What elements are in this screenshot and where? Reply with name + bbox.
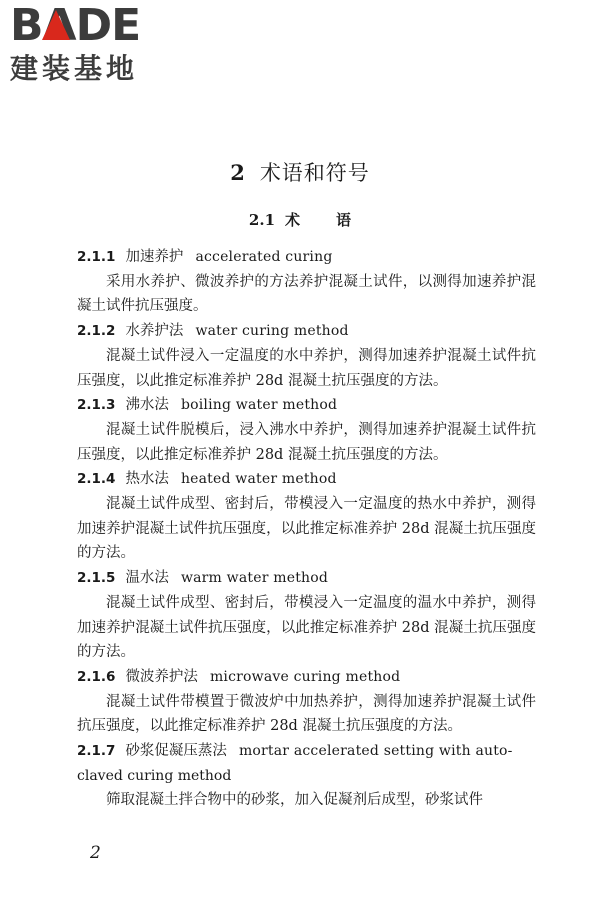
term-definition: 采用水养护、微波养护的方法养护混凝土试件，以测得加速养护混凝土试件抗压强度。: [77, 273, 536, 315]
chapter-number: 2: [230, 160, 246, 185]
bade-logo: [10, 0, 175, 88]
term-heading: [77, 467, 536, 492]
term-english: heated water method: [180, 471, 337, 488]
section-title-part-b: 语: [336, 211, 352, 229]
term-chinese: 水养护法: [125, 323, 184, 340]
term-definition: 筛取混凝土拌合物中的砂浆，加入促凝剂后成型，砂浆试件: [106, 792, 483, 809]
logo-wordmark: BADE: [10, 0, 141, 51]
term-chinese: 沸水法: [125, 397, 169, 414]
page-number: 2: [90, 843, 101, 863]
term-chinese: 热水法: [125, 471, 169, 488]
term-english: accelerated curing: [195, 249, 333, 265]
term-heading: [77, 566, 536, 591]
term-english: mortar accelerated setting with auto-: [238, 743, 513, 760]
section-title: [0, 209, 600, 230]
term-definition: 混凝土试件成型、密封后，带模浸入一定温度的温水中养护，测得加速养护混凝土试件抗压强度，以此推定标准养护 28d 混凝土抗压强度的方法。: [77, 594, 536, 661]
term-definition: 混凝土试件成型、密封后，带模浸入一定温度的热水中养护，测得加速养护混凝土试件抗压强度，以此推定标准养护 28d 混凝土抗压强度的方法。: [77, 496, 536, 562]
terms-content: [77, 245, 536, 813]
term-heading: [77, 393, 536, 418]
term-chinese: 微波养护法: [125, 668, 198, 685]
term-number: 2.1.1: [77, 249, 116, 265]
section-number: 2.1: [248, 211, 276, 229]
term-english: boiling water method: [180, 397, 338, 414]
term-english: water curing method: [195, 323, 349, 340]
term-heading: [77, 739, 536, 788]
term-english-continued: claved curing method: [77, 767, 232, 784]
term-heading: [77, 319, 536, 344]
term-definition: 混凝土试件带模置于微波炉中加热养护，测得加速养护混凝土试件抗压强度，以此推定标准养护 28d 混凝土抗压强度的方法。: [77, 693, 536, 735]
term-chinese: 砂浆促凝压蒸法: [125, 743, 227, 760]
term-heading: [77, 245, 536, 270]
term-number: 2.1.5: [77, 570, 116, 587]
term-definition: 混凝土试件脱模后，浸入沸水中养护，测得加速养护混凝土试件抗压强度，以此推定标准养护 28d 混凝土抗压强度的方法。: [77, 421, 536, 463]
chapter-title: [0, 157, 600, 187]
term-number: 2.1.2: [77, 323, 116, 340]
term-chinese: 温水法: [125, 570, 169, 587]
section-title-part-a: 术: [285, 211, 301, 229]
term-number: 2.1.6: [77, 668, 116, 685]
term-number: 2.1.3: [77, 397, 116, 414]
term-number: 2.1.7: [77, 743, 116, 760]
term-definition: 混凝土试件浸入一定温度的水中养护，测得加速养护混凝土试件抗压强度，以此推定标准养护 28d 混凝土抗压强度的方法。: [77, 347, 536, 389]
logo-triangle-icon: [42, 10, 70, 40]
chapter-title-text: 术语和符号: [259, 161, 370, 185]
term-english: microwave curing method: [209, 668, 401, 685]
term-heading: [77, 665, 536, 690]
term-chinese: 加速养护: [125, 249, 184, 265]
term-number: 2.1.4: [77, 471, 116, 488]
logo-subtitle: 建装基地: [10, 52, 139, 85]
term-english: warm water method: [180, 570, 329, 587]
